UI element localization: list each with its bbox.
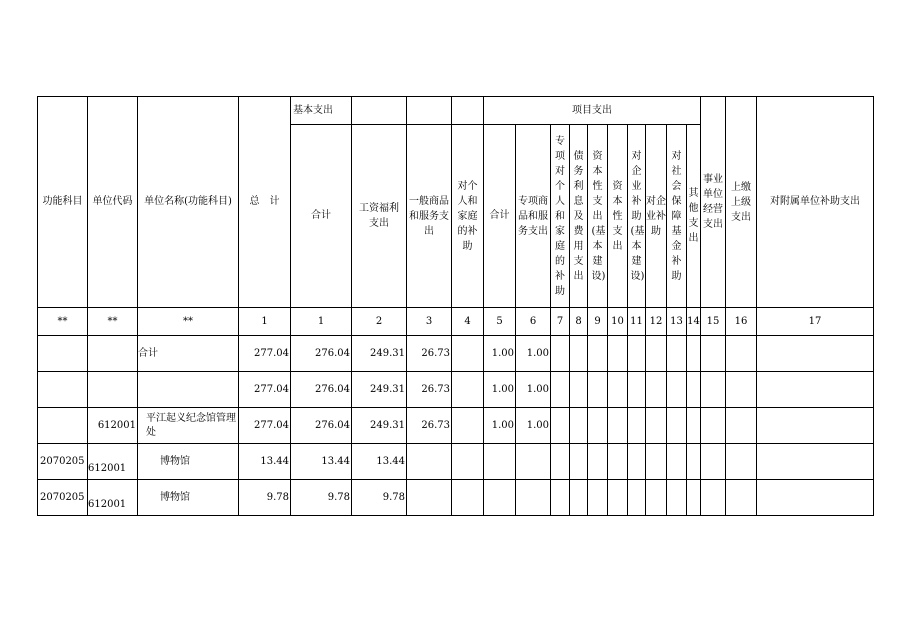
cell-empty [726,408,757,444]
header-project-expenditure: 项目支出 [484,97,701,125]
cell-empty [588,480,608,516]
cell-total: 277.04 [239,336,291,372]
cell-empty [608,372,628,408]
cell-empty [687,444,701,480]
cell-basic-subtotal: 276.04 [291,336,352,372]
cell-empty [516,444,551,480]
index-cell: 2 [352,308,407,336]
index-cell: 4 [452,308,484,336]
cell-function-subject [38,372,88,408]
header-basic-expenditure: 基本支出 [291,97,352,125]
header-affiliated-subsidy: 对附属单位补助支出 [757,97,874,308]
header-salary-welfare: 工资福利支出 [352,125,407,308]
header-project-subtotal: 合计 [484,125,516,308]
cell-empty [608,336,628,372]
cell-unit-code: 612001 [88,444,138,480]
cell-empty [726,444,757,480]
cell-unit-name: 合计 [138,336,239,372]
header-individual-family-subsidy: 对个人和家庭的补助 [452,125,484,308]
table-row [38,480,874,516]
cell-empty [757,408,874,444]
header-debt-interest: 债务利息及费用支出 [570,125,588,308]
index-cell: 12 [646,308,667,336]
cell-unit-name: 平江起义纪念馆管理处 [138,408,239,444]
cell-goods-services: 26.73 [407,408,452,444]
cell-empty [570,480,588,516]
cell-empty [551,372,570,408]
cell-empty [551,408,570,444]
cell-empty [701,372,726,408]
cell-salary-welfare: 249.31 [352,372,407,408]
cell-empty [551,480,570,516]
index-cell: 13 [667,308,687,336]
cell-unit-name: 博物馆 [138,444,239,480]
index-cell: ** [88,308,138,336]
header-empty [452,97,484,125]
cell-empty [646,372,667,408]
table-row [38,444,874,480]
cell-empty [667,408,687,444]
budget-table [37,96,874,516]
cell-empty [570,372,588,408]
header-special-individual-subsidy: 专项对个人和家庭的补助 [551,125,570,308]
cell-empty [687,480,701,516]
index-cell: 9 [588,308,608,336]
cell-project-subtotal: 1.00 [484,408,516,444]
index-cell: 17 [757,308,874,336]
cell-basic-subtotal: 276.04 [291,408,352,444]
cell-function-subject: 2070205 [38,480,88,516]
cell-empty [484,444,516,480]
header-business-operation: 事业单位经营支出 [701,97,726,308]
cell-salary-welfare: 249.31 [352,408,407,444]
cell-basic-subtotal: 13.44 [291,444,352,480]
header-capital-basic: 资本性支出(基本建设) [588,125,608,308]
cell-total: 9.78 [239,480,291,516]
cell-empty [701,444,726,480]
cell-goods-services: 26.73 [407,372,452,408]
table-row [38,336,874,372]
header-enterprise-subsidy: 对企业补助 [646,125,667,308]
cell-empty [757,372,874,408]
header-other: 其他支出 [687,125,701,308]
cell-empty [628,408,646,444]
index-cell: 7 [551,308,570,336]
cell-total: 13.44 [239,444,291,480]
cell-empty [726,372,757,408]
cell-empty [628,372,646,408]
cell-function-subject [38,408,88,444]
cell-empty [646,480,667,516]
cell-total: 277.04 [239,372,291,408]
cell-empty [701,480,726,516]
cell-empty [701,408,726,444]
header-goods-services: 一般商品和服务支出 [407,125,452,308]
index-cell: 8 [570,308,588,336]
cell-empty [757,336,874,372]
cell-empty [407,480,452,516]
cell-empty [726,336,757,372]
cell-empty [452,336,484,372]
index-cell: ** [38,308,88,336]
header-social-security: 对社会保障基金补助 [667,125,687,308]
cell-empty [646,408,667,444]
header-enterprise-subsidy-basic: 对企业补助(基本建设) [628,125,646,308]
cell-unit-code [88,336,138,372]
index-cell: 15 [701,308,726,336]
index-cell: 5 [484,308,516,336]
cell-empty [407,444,452,480]
table-row [38,408,874,444]
cell-empty [687,336,701,372]
cell-unit-code [88,372,138,408]
table-row [38,372,874,408]
cell-empty [608,480,628,516]
cell-basic-subtotal: 276.04 [291,372,352,408]
cell-empty [726,480,757,516]
cell-empty [628,444,646,480]
cell-empty [551,336,570,372]
cell-special-goods: 1.00 [516,336,551,372]
cell-goods-services: 26.73 [407,336,452,372]
cell-empty [588,444,608,480]
cell-total: 277.04 [239,408,291,444]
cell-empty [608,408,628,444]
header-function-subject: 功能科目 [38,97,88,308]
index-cell: 1 [291,308,352,336]
cell-empty [452,444,484,480]
cell-empty [667,336,687,372]
cell-special-goods: 1.00 [516,408,551,444]
index-cell: 14 [687,308,701,336]
cell-empty [570,336,588,372]
cell-empty [452,372,484,408]
cell-function-subject [38,336,88,372]
cell-empty [628,480,646,516]
header-unit-name: 单位名称(功能科目) [138,97,239,308]
cell-empty [588,336,608,372]
cell-unit-name [138,372,239,408]
header-special-goods-services: 专项商品和服务支出 [516,125,551,308]
cell-empty [551,444,570,480]
header-empty [352,97,407,125]
cell-project-subtotal: 1.00 [484,336,516,372]
cell-empty [484,480,516,516]
cell-empty [570,444,588,480]
cell-empty [667,444,687,480]
cell-salary-welfare: 249.31 [352,336,407,372]
header-upper-level: 上缴上级支出 [726,97,757,308]
cell-function-subject: 2070205 [38,444,88,480]
cell-empty [687,372,701,408]
header-empty [407,97,452,125]
cell-empty [588,372,608,408]
cell-empty [608,444,628,480]
cell-empty [588,408,608,444]
index-cell: 11 [628,308,646,336]
cell-salary-welfare: 13.44 [352,444,407,480]
index-cell: 1 [239,308,291,336]
cell-empty [667,480,687,516]
cell-unit-name: 博物馆 [138,480,239,516]
cell-empty [757,480,874,516]
cell-empty [667,372,687,408]
cell-unit-code: 612001 [88,408,138,444]
cell-empty [687,408,701,444]
cell-salary-welfare: 9.78 [352,480,407,516]
header-basic-subtotal: 合计 [291,125,352,308]
header-total: 总 计 [239,97,291,308]
index-cell: 10 [608,308,628,336]
index-cell: 16 [726,308,757,336]
index-cell: 6 [516,308,551,336]
cell-special-goods: 1.00 [516,372,551,408]
cell-empty [570,408,588,444]
cell-unit-code: 612001 [88,480,138,516]
header-unit-code: 单位代码 [88,97,138,308]
cell-empty [646,336,667,372]
header-capital: 资本性支出 [608,125,628,308]
cell-project-subtotal: 1.00 [484,372,516,408]
cell-empty [452,480,484,516]
cell-empty [701,336,726,372]
cell-empty [516,480,551,516]
cell-empty [452,408,484,444]
cell-empty [757,444,874,480]
index-cell: ** [138,308,239,336]
cell-empty [646,444,667,480]
cell-basic-subtotal: 9.78 [291,480,352,516]
cell-empty [628,336,646,372]
index-cell: 3 [407,308,452,336]
